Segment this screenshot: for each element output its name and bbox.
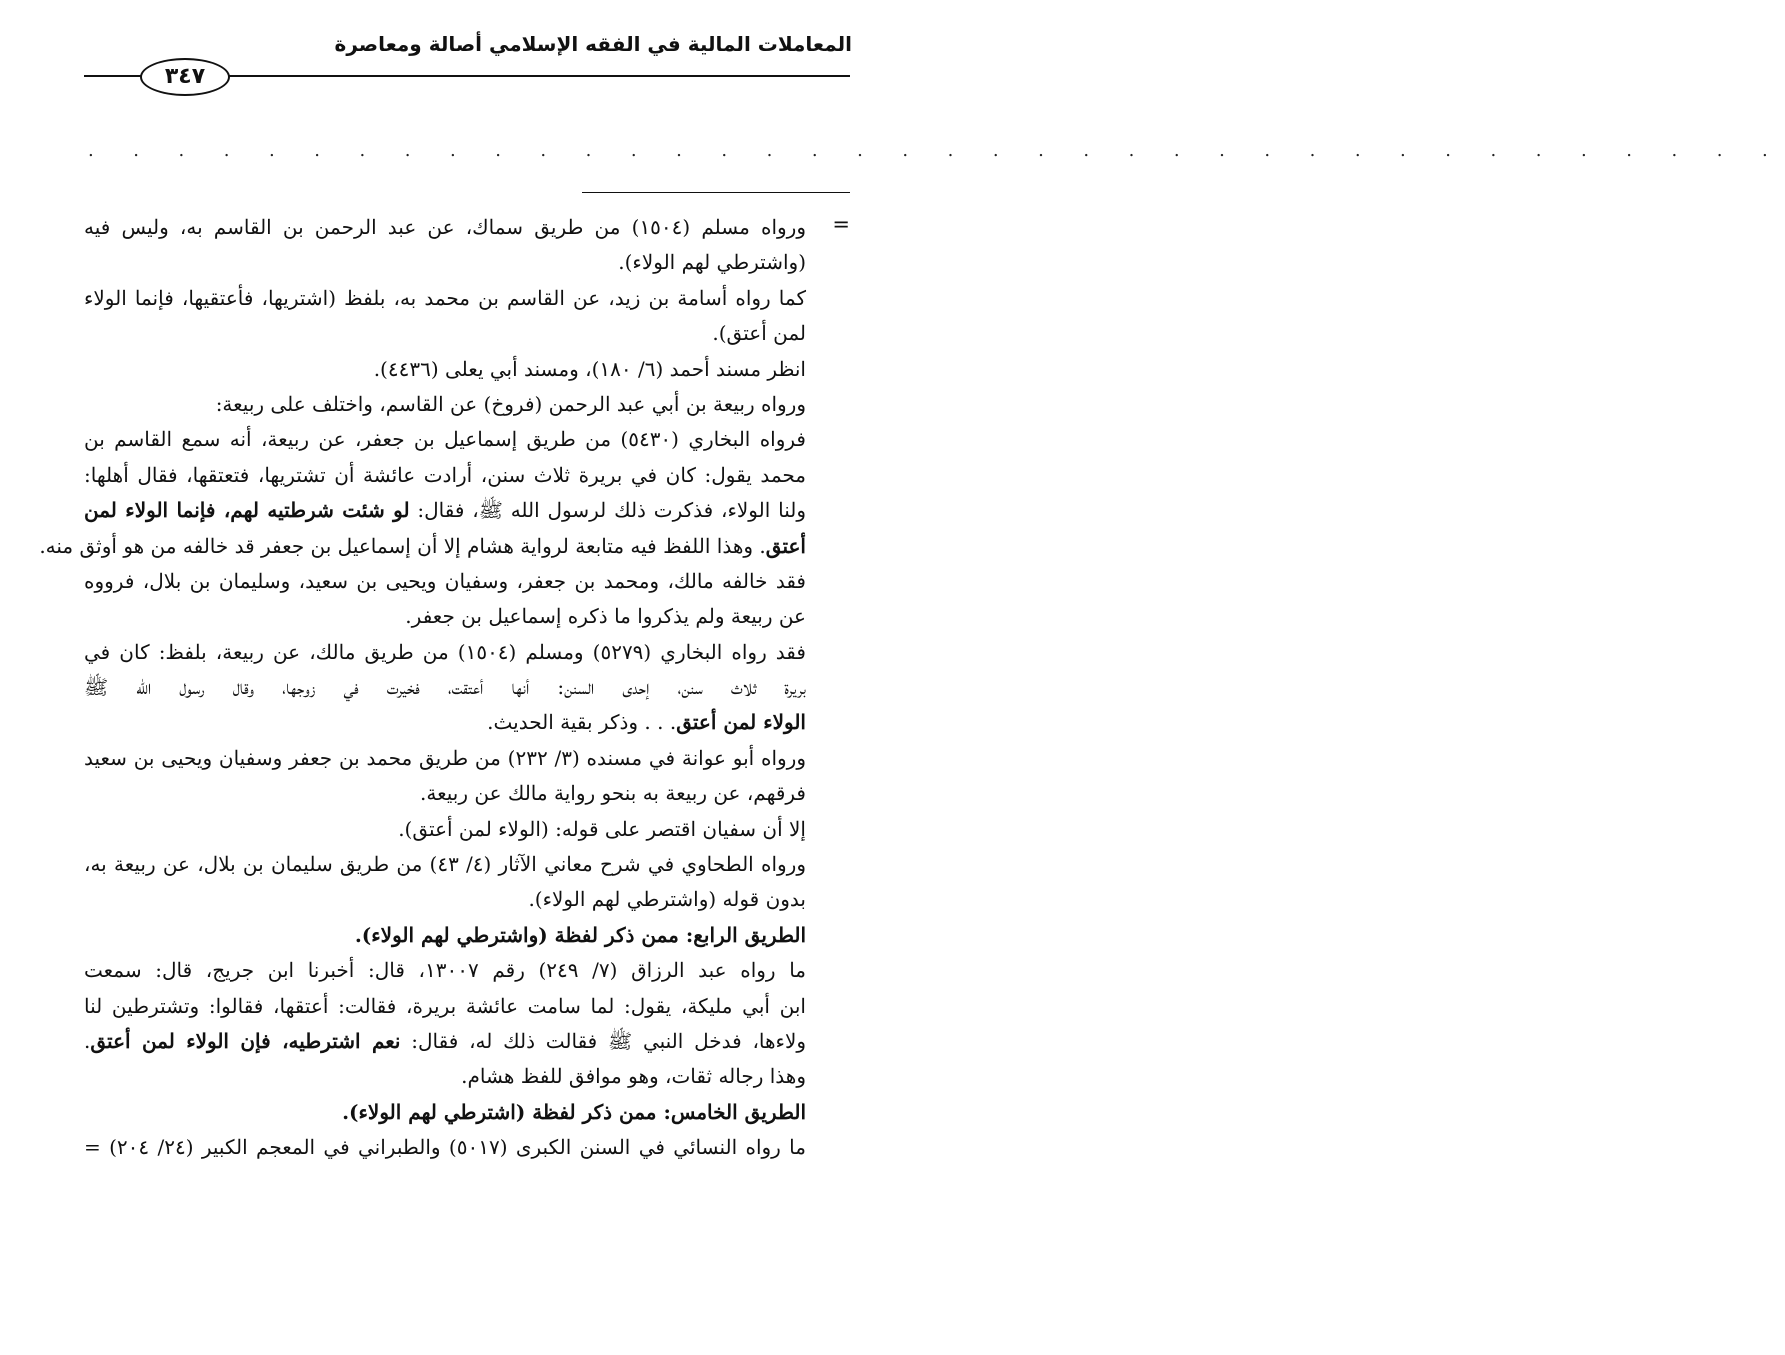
text-line — [84, 493, 806, 528]
text-run: فقد رواه البخاري (٥٢٧٩) ومسلم (١٥٠٤) من طريق مالك، عن ربيعة، بلفظ: كان في — [84, 639, 806, 664]
text-run: ورواه مسلم (١٥٠٤) من طريق سماك، عن عبد الرحمن بن القاسم به، وليس فيه — [84, 215, 806, 239]
text-run: . . . وذكر بقية الحديث. — [487, 710, 677, 735]
bold-text-run: الطريق الخامس: ممن ذكر لفظة (اشترطي لهم الولاء). — [342, 1099, 806, 1124]
continuation-mark: = — [832, 212, 850, 236]
text-line — [84, 953, 806, 988]
text-line — [84, 670, 806, 705]
text-run: إلا أن سفيان اقتصر على قوله: (الولاء لمن أعتق). — [398, 816, 806, 841]
text-line — [84, 316, 806, 351]
text-line — [84, 741, 806, 776]
dotted-separator: . . . . . . . . . . . . . . . . . . . . . . . . . . . . . . . . . . . . . . — [88, 140, 1785, 161]
text-line — [84, 918, 806, 953]
text-line — [84, 1059, 806, 1094]
text-line — [39, 529, 806, 564]
text-run: ما رواه النسائي في السنن الكبرى (٥٠١٧) والطبراني في المعجم الكبير (٢٤/ ٢٠٤) = — [84, 1135, 806, 1160]
text-line — [84, 1095, 806, 1130]
bold-text-run: لو شئت شرطتيه لهم، فإنما الولاء لمن — [84, 498, 410, 523]
text-run: ولنا الولاء، فذكرت ذلك لرسول الله ﷺ، فقال: — [409, 498, 806, 523]
text-run: كما رواه أسامة بن زيد، عن القاسم بن محمد به، بلفظ (اشتريها، فأعتقيها، فإنما الولاء — [84, 285, 806, 310]
text-run: ورواه أبو عوانة في مسنده (٣/ ٢٣٢) من طريق محمد بن جعفر وسفيان ويحيى بن سعيد — [84, 745, 806, 770]
text-run: . — [84, 1028, 91, 1053]
text-run: ورواه الطحاوي في شرح معاني الآثار (٤/ ٤٣) من طريق سليمان بن بلال، عن ربيعة به، — [84, 852, 806, 877]
text-line — [84, 1130, 806, 1165]
bold-text-run: الولاء لمن أعتق — [676, 710, 806, 735]
text-run: عن ربيعة ولم يذكروا ما ذكره إسماعيل بن جعفر. — [405, 604, 806, 629]
text-run: ما رواه عبد الرزاق (٧/ ٢٤٩) رقم ١٣٠٠٧، قال: أخبرنا ابن جريج، قال: سمعت — [84, 958, 806, 983]
text-run: (واشترطي لهم الولاء). — [618, 250, 806, 275]
text-run: انظر مسند أحمد (٦/ ١٨٠)، ومسند أبي يعلى (٤٤٣٦). — [373, 356, 806, 381]
text-run: ورواه ربيعة بن أبي عبد الرحمن (فروخ) عن القاسم، واختلف على ربيعة: — [215, 391, 806, 416]
text-line — [84, 847, 806, 882]
text-run: بريرة ثلاث سنن، إحدى السنن: أنها أعتقت، فخيرت في زوجها، وقال رسول الله ﷺ — [84, 675, 806, 700]
text-run: ولاءها، فدخل النبي ﷺ فقالت ذلك له، فقال: — [400, 1028, 807, 1053]
text-line — [84, 989, 806, 1024]
bold-text-run: نعم اشترطيه، فإن الولاء لمن أعتق — [90, 1028, 401, 1053]
text-line — [84, 1024, 806, 1059]
text-line — [84, 564, 806, 599]
bold-text-run: الطريق الرابع: ممن ذكر لفظة (واشترطي لهم الولاء). — [354, 922, 806, 947]
text-run: . وهذا اللفظ فيه متابعة لرواية هشام إلا أن إسماعيل بن جعفر قد خالفه من هو أوثق منه. — [39, 533, 766, 558]
text-run: وهذا رجاله ثقات، وهو موافق للفظ هشام. — [461, 1064, 806, 1089]
footnote-text — [39, 210, 807, 1166]
text-line — [84, 422, 806, 457]
text-line — [84, 635, 806, 670]
text-line — [84, 705, 806, 740]
text-line — [84, 812, 806, 847]
text-line — [84, 387, 806, 422]
text-run: ابن أبي مليكة، يقول: لما سامت عائشة بريرة، فقالت: أعتقها، فقالوا: وتشترطين لنا — [84, 993, 806, 1018]
text-line — [84, 281, 806, 316]
footnote-rule — [582, 192, 850, 193]
text-line — [84, 776, 806, 811]
text-run: فرواه البخاري (٥٤٣٠) من طريق إسماعيل بن جعفر، عن ربيعة، أنه سمع القاسم بن — [84, 427, 806, 452]
text-run: لمن أعتق). — [712, 321, 806, 346]
page-number: ٣٤٧ — [140, 58, 230, 96]
text-line — [84, 599, 806, 634]
text-run: بدون قوله (واشترطي لهم الولاء). — [528, 887, 806, 912]
text-line — [84, 352, 806, 387]
text-run: فرقهم، عن ربيعة به بنحو رواية مالك عن ربيعة. — [420, 781, 806, 806]
text-line — [84, 210, 806, 245]
bold-text-run: أعتق — [765, 533, 806, 558]
running-head-title: المعاملات المالية في الفقه الإسلامي أصالة ومعاصرة — [334, 32, 852, 56]
text-run: فقد خالفه مالك، ومحمد بن جعفر، وسفيان ويحيى بن سعيد، وسليمان بن بلال، فرووه — [84, 568, 806, 593]
text-run: محمد يقول: كان في بريرة ثلاث سنن، أرادت عائشة أن تشتريها، فتعتقها، فقال أهلها: — [84, 462, 806, 487]
text-line — [84, 245, 806, 280]
text-line — [84, 458, 806, 493]
text-line — [84, 882, 806, 917]
